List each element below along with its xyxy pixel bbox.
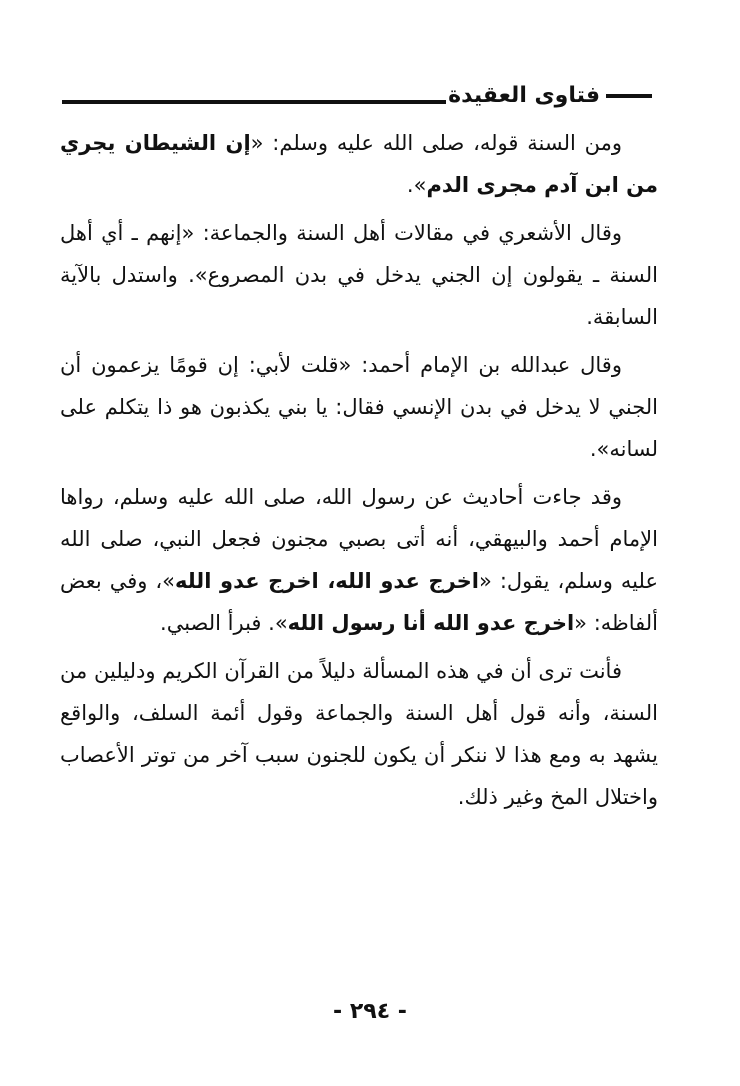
paragraph-4-mid: »، وفي بعض ألفاظه: « xyxy=(60,569,658,635)
paragraph-1-close: ». xyxy=(406,173,427,197)
hadith-quote-1: إن الشيطان يجري من ابن آدم مجرى الدم xyxy=(60,131,658,197)
paragraph-4-close: ». فبرأ الصبي. xyxy=(160,611,288,635)
paragraph-2: وقال الأشعري في مقالات أهل السنة والجماعة: «إنهم ـ أي أهل السنة ـ يقولون إن الجني يدخل في بدن المصروع». واستدل بالآية السابقة. xyxy=(60,221,658,329)
hadith-quote-2: اخرج عدو الله، اخرج عدو الله xyxy=(175,569,480,593)
header-rule-short xyxy=(606,94,652,98)
running-header xyxy=(58,78,654,118)
page-number: - ٢٩٤ - xyxy=(333,999,407,1024)
paragraph-3: وقال عبدالله بن الإمام أحمد: «قلت لأبي: إن قومًا يزعمون أن الجني لا يدخل في بدن الإنسي فقال: يا بني يكذبون هو ذا يتكلم على لسانه». xyxy=(60,353,658,461)
header-title: فتاوى العقيدة xyxy=(448,83,600,108)
paragraph-4-intro: وقد جاءت أحاديث عن رسول الله، صلى الله عليه وسلم، رواها الإمام أحمد والبيهقي، أنه أتى بصبي مجنون فجعل النبي، صلى الله عليه وسلم، يقول: « xyxy=(60,485,659,593)
paragraph-1 xyxy=(60,122,658,206)
paragraph-4 xyxy=(60,476,658,644)
paragraph-5: فأنت ترى أن في هذه المسألة دليلاً من القرآن الكريم ودليلين من السنة، وأنه قول أهل السنة والجماعة وقول أئمة السلف، والواقع يشهد به ومع هذا لا ننكر أن يكون للجنون سبب آخر من توتر الأعصاب واختلال المخ وغير ذلك. xyxy=(60,659,658,809)
header-rule-long xyxy=(62,100,446,104)
body-text xyxy=(60,122,658,818)
paragraph-1-intro: ومن السنة قوله، صلى الله عليه وسلم: « xyxy=(250,131,622,155)
hadith-quote-3: اخرج عدو الله أنا رسول الله xyxy=(287,611,575,635)
